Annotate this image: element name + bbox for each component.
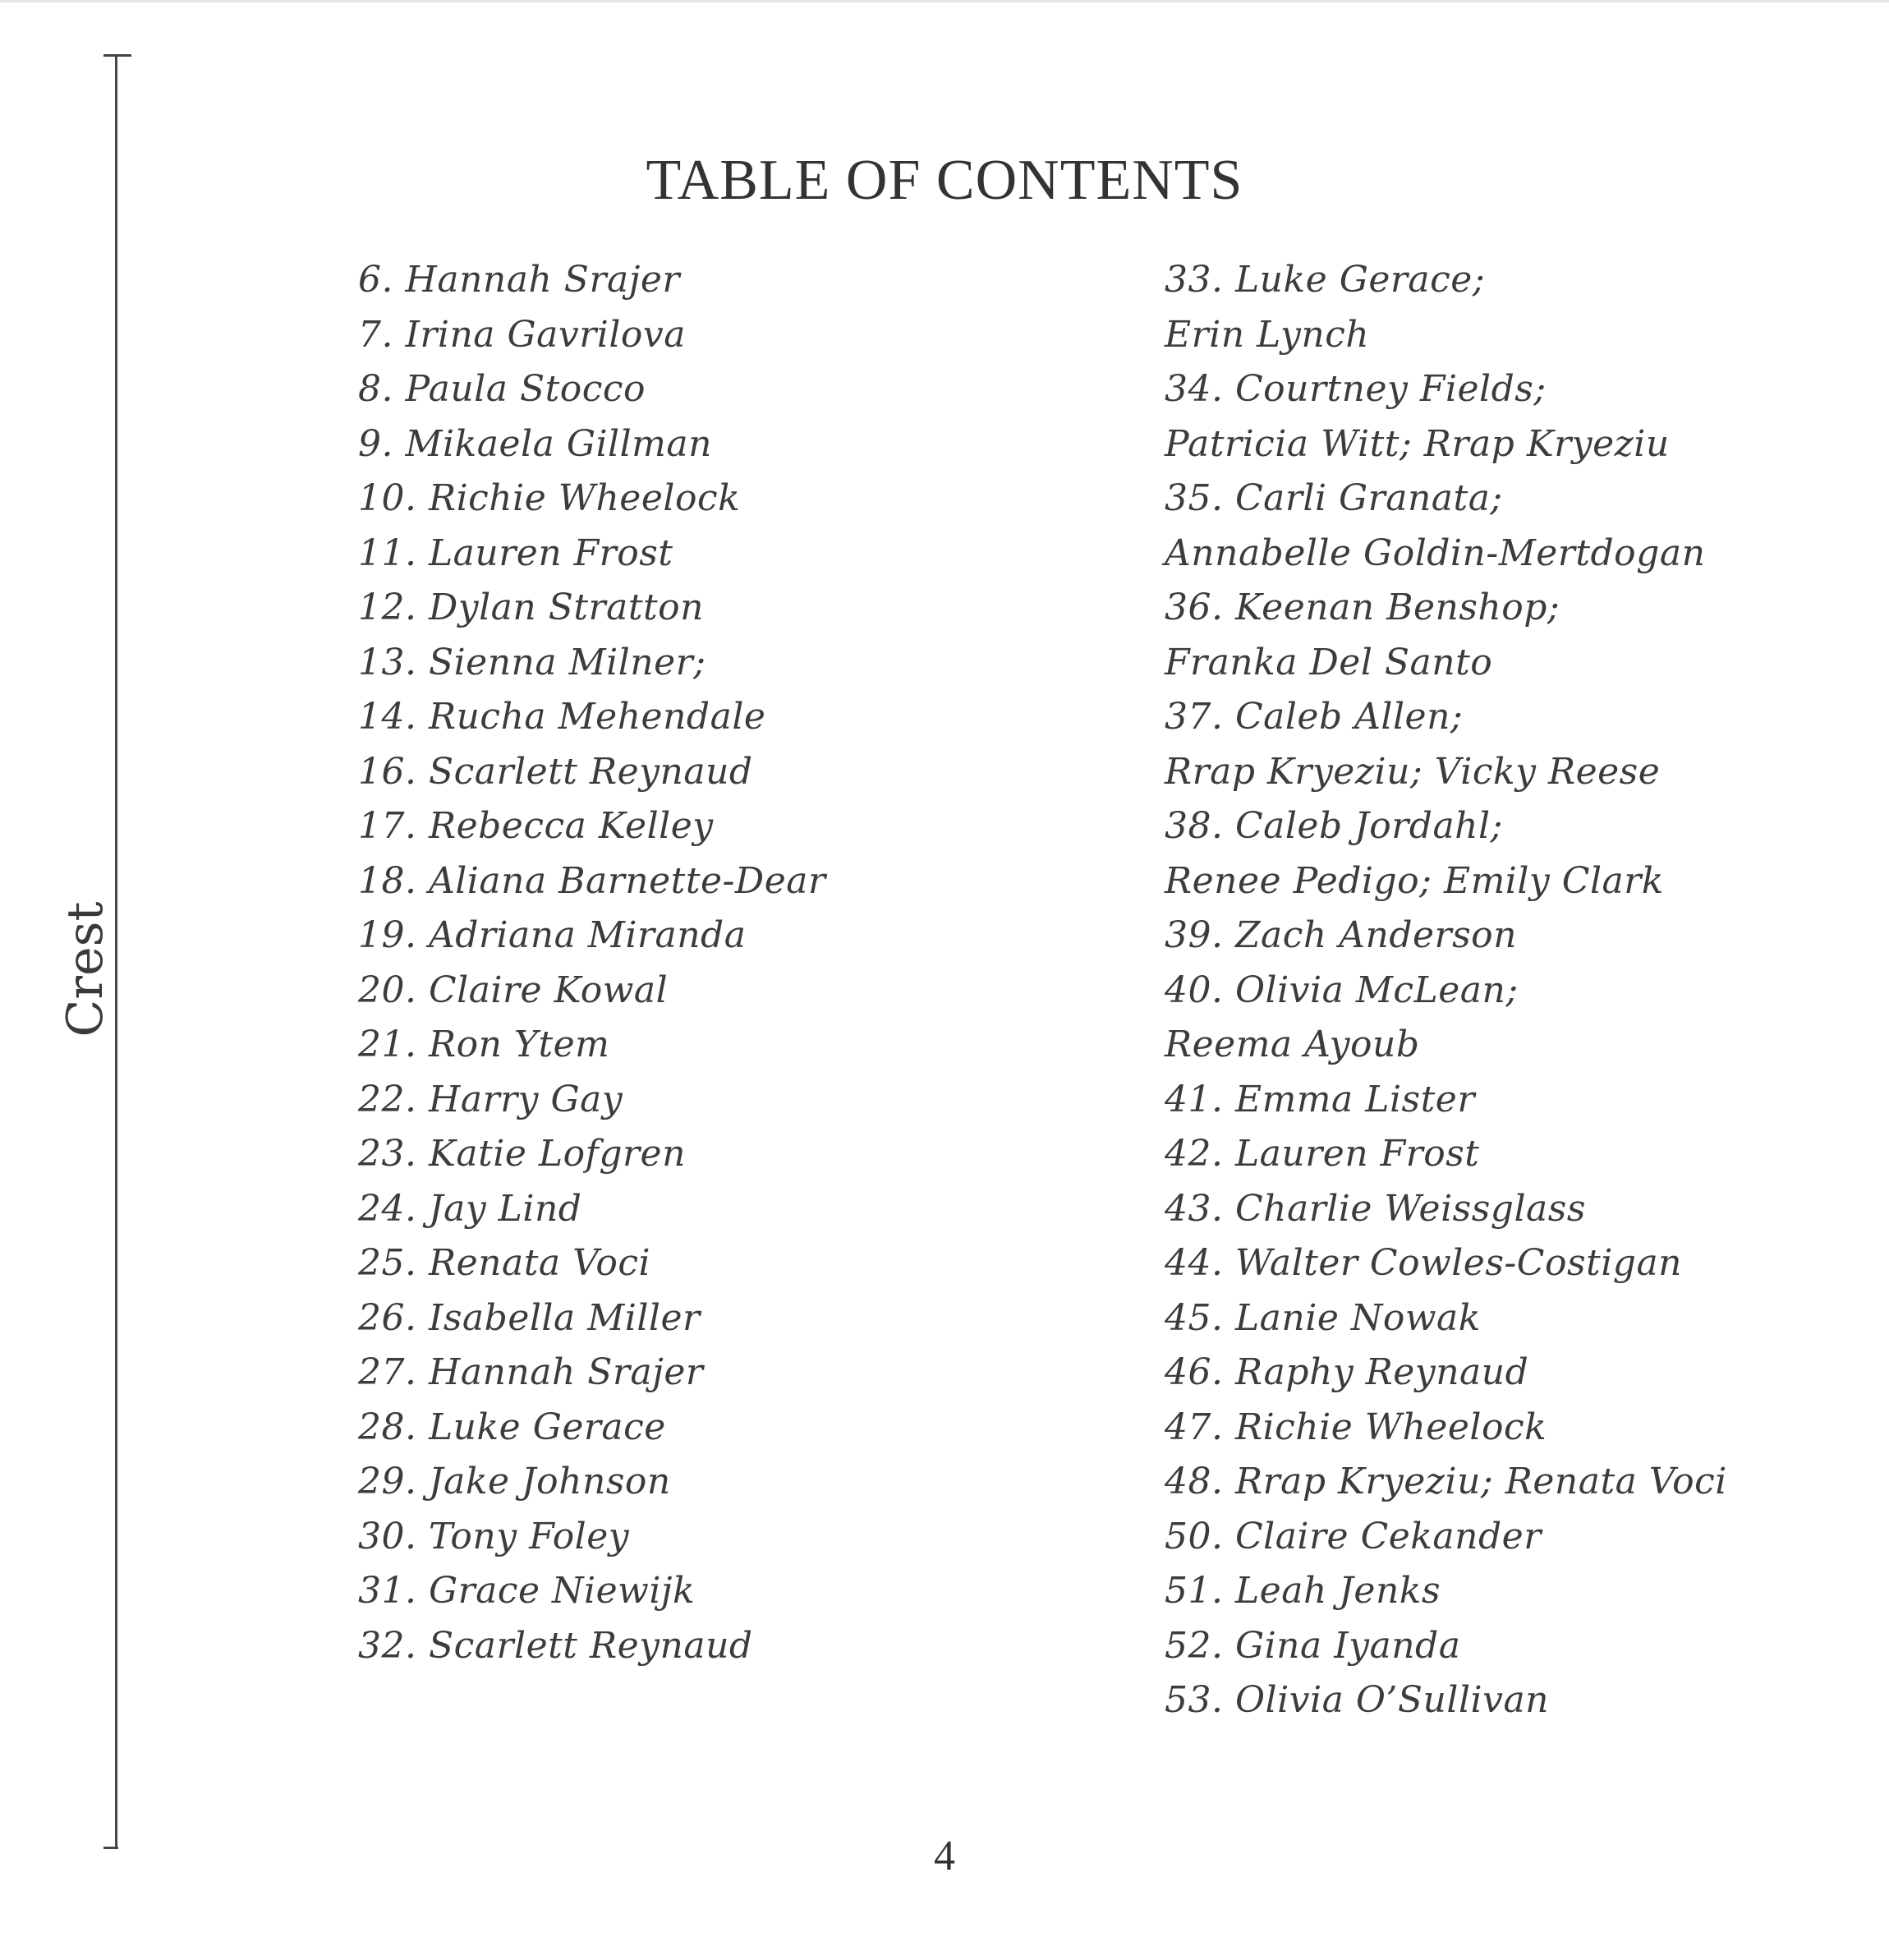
- toc-entry: 16. Scarlett Reynaud: [358, 750, 753, 793]
- toc-entry: 27. Hannah Srajer: [358, 1351, 704, 1393]
- toc-entry: 34. Courtney Fields;: [1165, 368, 1547, 410]
- toc-entry: Erin Lynch: [1165, 313, 1370, 356]
- toc-entry: 38. Caleb Jordahl;: [1165, 805, 1503, 847]
- toc-entry: 9. Mikaela Gillman: [358, 422, 712, 465]
- toc-entry: 44. Walter Cowles-Costigan: [1165, 1242, 1683, 1284]
- toc-entry: 31. Grace Niewijk: [358, 1570, 696, 1612]
- toc-entry: 45. Lanie Nowak: [1165, 1296, 1481, 1339]
- side-label: Crest: [57, 901, 114, 1038]
- toc-entry: 51. Leah Jenks: [1165, 1570, 1441, 1612]
- toc-entry: 53. Olivia O’Sullivan: [1165, 1679, 1550, 1721]
- toc-entry: 22. Harry Gay: [358, 1078, 623, 1120]
- toc-entry: 17. Rebecca Kelley: [358, 805, 714, 847]
- toc-entry: 21. Ron Ytem: [358, 1024, 610, 1065]
- toc-entry: 24. Jay Lind: [358, 1187, 582, 1230]
- toc-entry: 40. Olivia McLean;: [1165, 968, 1519, 1011]
- page-number: 4: [934, 1833, 955, 1879]
- toc-entry: Annabelle Goldin-Mertdogan: [1165, 531, 1706, 574]
- toc-entry: 33. Luke Gerace;: [1165, 259, 1486, 301]
- toc-entry: 8. Paula Stocco: [358, 368, 646, 410]
- toc-entry: Franka Del Santo: [1165, 641, 1493, 683]
- contents-right-column: [1165, 253, 1871, 1728]
- toc-entry: 11. Lauren Frost: [358, 531, 673, 574]
- toc-entry: 46. Raphy Reynaud: [1165, 1351, 1529, 1393]
- toc-entry: 25. Renata Voci: [358, 1242, 651, 1284]
- toc-entry: 18. Aliana Barnette-Dear: [358, 859, 826, 902]
- toc-entry: 52. Gina Iyanda: [1165, 1624, 1461, 1667]
- toc-entry: 29. Jake Johnson: [358, 1461, 671, 1502]
- toc-entry: 30. Tony Foley: [358, 1515, 630, 1557]
- contents-left-column: [358, 253, 1097, 1673]
- vertical-rule-top-tick: [103, 54, 131, 57]
- toc-entry: 13. Sienna Milner;: [358, 641, 706, 683]
- toc-entry: 47. Richie Wheelock: [1165, 1406, 1547, 1448]
- toc-entry: 26. Isabella Miller: [358, 1296, 701, 1339]
- toc-entry: 37. Caleb Allen;: [1165, 696, 1464, 738]
- toc-entry: Patricia Witt; Rrap Kryeziu: [1165, 422, 1670, 465]
- toc-entry: 6. Hannah Srajer: [358, 259, 680, 301]
- toc-entry: 28. Luke Gerace: [358, 1406, 666, 1448]
- toc-entry: 35. Carli Granata;: [1165, 477, 1503, 519]
- toc-entry: 23. Katie Lofgren: [358, 1133, 686, 1175]
- toc-entry: 43. Charlie Weissglass: [1165, 1187, 1586, 1230]
- toc-entry: Renee Pedigo; Emily Clark: [1165, 859, 1664, 902]
- toc-entry: 7. Irina Gavrilova: [358, 313, 687, 356]
- page-top-edge: [0, 0, 1889, 2]
- toc-entry: 10. Richie Wheelock: [358, 477, 741, 519]
- toc-entry: 48. Rrap Kryeziu; Renata Voci: [1165, 1461, 1727, 1502]
- toc-entry: 14. Rucha Mehendale: [358, 696, 766, 738]
- toc-entry: 32. Scarlett Reynaud: [358, 1624, 753, 1667]
- toc-entry: 12. Dylan Stratton: [358, 587, 705, 628]
- vertical-rule: [115, 56, 117, 1848]
- toc-entry: Reema Ayoub: [1165, 1024, 1420, 1065]
- toc-entry: Rrap Kryeziu; Vicky Reese: [1165, 750, 1661, 793]
- toc-entry: 19. Adriana Miranda: [358, 914, 747, 956]
- toc-entry: 39. Zach Anderson: [1165, 914, 1517, 956]
- toc-entry: 50. Claire Cekander: [1165, 1515, 1542, 1557]
- toc-entry: 36. Keenan Benshop;: [1165, 587, 1560, 628]
- toc-entry: 41. Emma Lister: [1165, 1078, 1475, 1120]
- toc-entry: 42. Lauren Frost: [1165, 1133, 1480, 1175]
- toc-entry: 20. Claire Kowal: [358, 968, 669, 1011]
- page-title: TABLE OF CONTENTS: [646, 149, 1243, 212]
